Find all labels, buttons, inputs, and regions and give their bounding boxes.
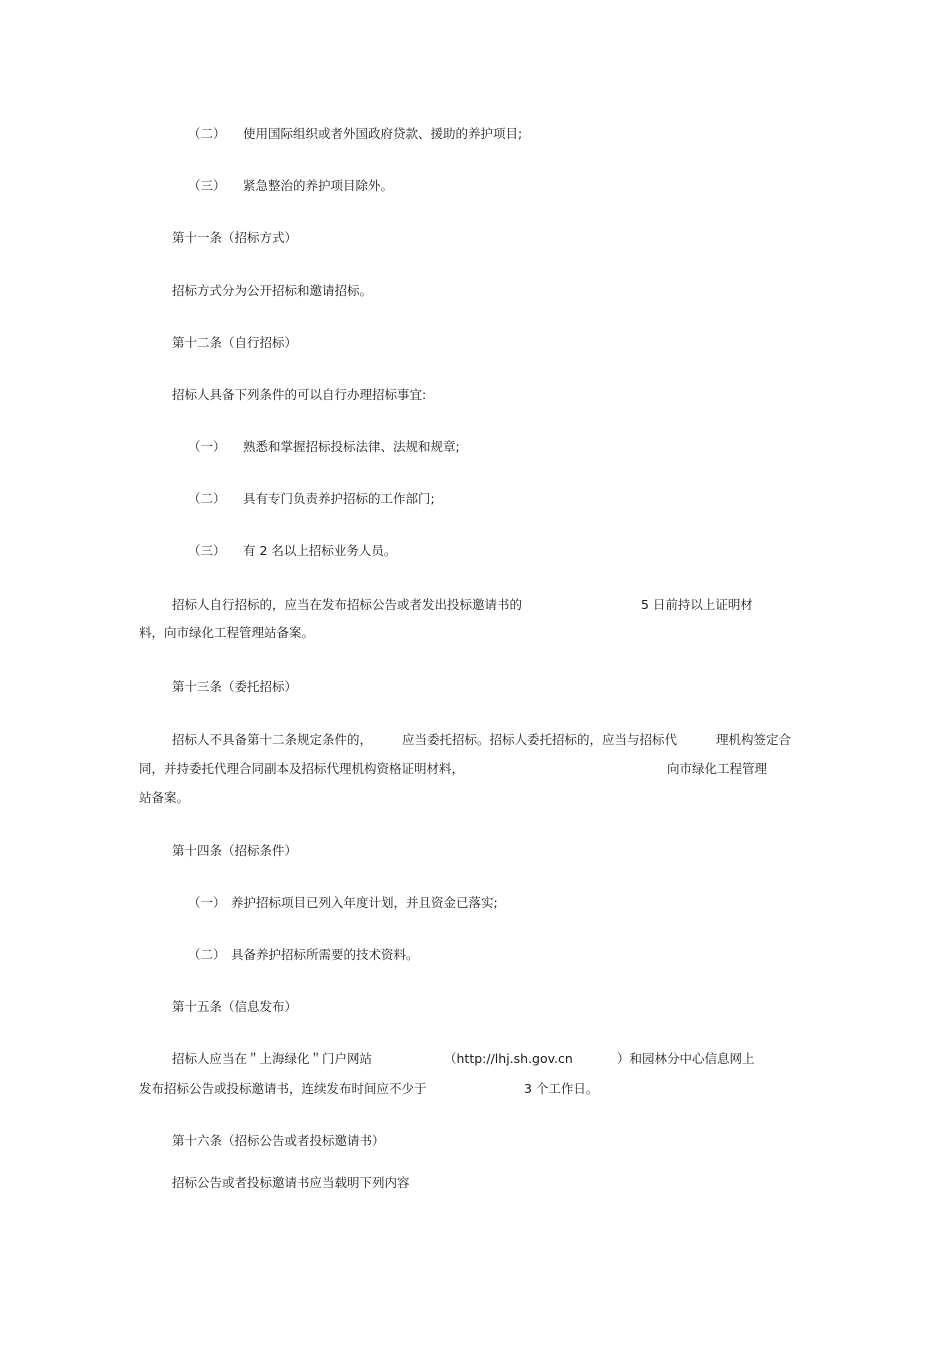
list-text: 具有专门负责养护招标的工作部门; xyxy=(243,491,435,506)
website-url: （http://lhj.sh.gov.cn xyxy=(444,1051,573,1066)
list-text: 紧急整治的养护项目除外。 xyxy=(243,178,394,193)
list-text: 具备养护招标所需要的技术资料。 xyxy=(231,947,419,962)
list-text: 有 2 名以上招标业务人员。 xyxy=(243,543,397,558)
list-text: 使用国际组织或者外国政府贷款、援助的养护项目; xyxy=(243,126,523,141)
article-heading: 第十五条（信息发布） xyxy=(172,999,298,1014)
paragraph-segment: 理机构签定合 xyxy=(716,732,792,747)
list-number: （一） xyxy=(188,895,226,910)
paragraph-segment: 3 个工作日。 xyxy=(524,1081,599,1096)
paragraph-segment: 向市绿化工程管理 xyxy=(667,761,768,776)
paragraph-segment: ）和园林分中心信息网上 xyxy=(617,1051,755,1066)
paragraph-segment: 应当委托招标。招标人委托招标的，应当与招标代 xyxy=(402,732,678,747)
paragraph: 招标公告或者投标邀请书应当载明下列内容 xyxy=(172,1175,410,1190)
paragraph: 招标人具备下列条件的可以自行办理招标事宜: xyxy=(172,387,427,402)
list-number: （三） xyxy=(188,543,226,558)
list-number: （二） xyxy=(188,126,226,141)
paragraph-segment: 5 日前持以上证明材 xyxy=(641,597,753,612)
article-heading: 第十四条（招标条件） xyxy=(172,843,298,858)
paragraph: 招标方式分为公开招标和邀请招标。 xyxy=(172,283,373,298)
article-heading: 第十六条（招标公告或者投标邀请书） xyxy=(172,1133,385,1148)
list-number: （二） xyxy=(188,947,226,962)
paragraph-segment: 招标人应当在＂上海绿化＂门户网站 xyxy=(172,1051,373,1066)
paragraph-segment: 同，并持委托代理合同副本及招标代理机构资格证明材料， xyxy=(139,761,465,776)
article-heading: 第十二条（自行招标） xyxy=(172,335,298,350)
paragraph-segment: 招标人自行招标的，应当在发布招标公告或者发出投标邀请书的 xyxy=(172,597,523,612)
list-text: 熟悉和掌握招标投标法律、法规和规章; xyxy=(243,439,460,454)
paragraph-segment: 站备案。 xyxy=(139,790,190,805)
list-number: （三） xyxy=(188,178,226,193)
paragraph-segment: 招标人不具备第十二条规定条件的， xyxy=(172,732,373,747)
paragraph-segment: 料，向市绿化工程管理站备案。 xyxy=(139,625,315,640)
paragraph-segment: 发布招标公告或投标邀请书，连续发布时间应不少于 xyxy=(139,1081,427,1096)
list-number: （二） xyxy=(188,491,226,506)
article-heading: 第十一条（招标方式） xyxy=(172,230,298,245)
article-heading: 第十三条（委托招标） xyxy=(172,679,298,694)
list-text: 养护招标项目已列入年度计划，并且资金已落实; xyxy=(231,895,498,910)
list-number: （一） xyxy=(188,439,226,454)
